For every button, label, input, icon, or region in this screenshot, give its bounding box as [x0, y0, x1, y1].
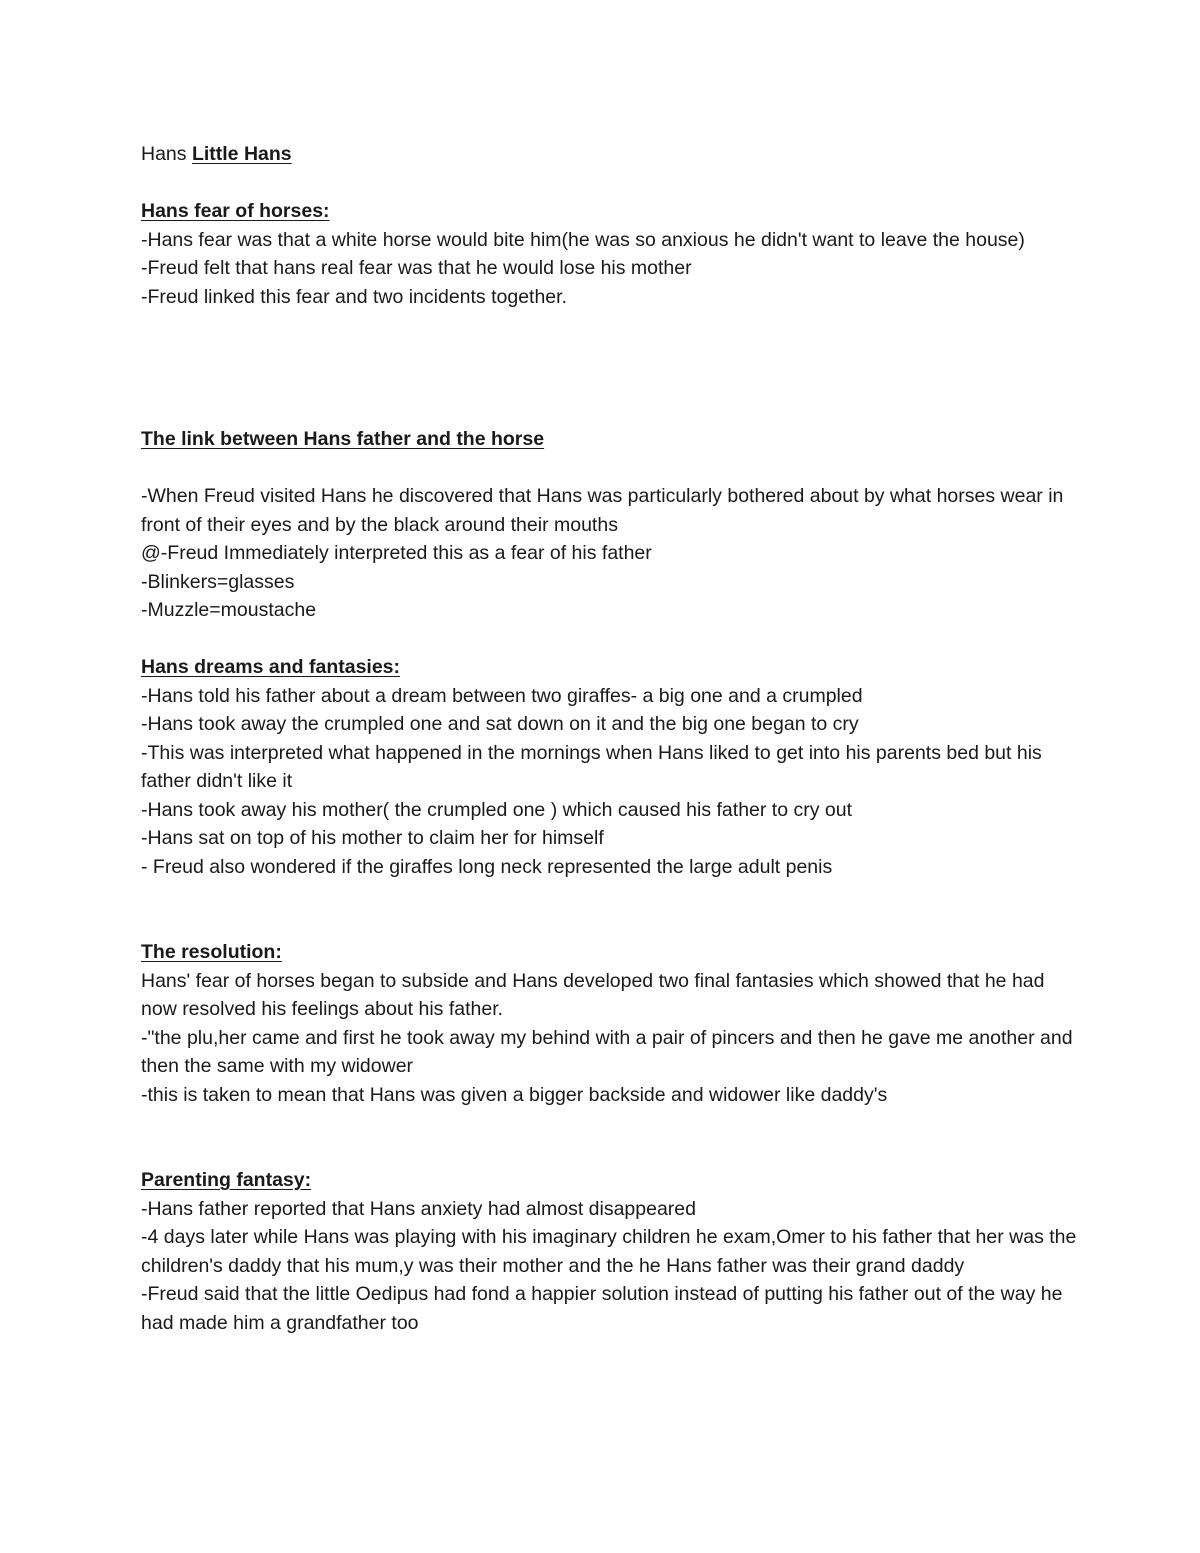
section-line: -Freud linked this fear and two incidents together. [141, 285, 567, 308]
section-heading-father-and-horse: The link between Hans father and the horse [141, 428, 545, 450]
section-line: -"the plu,her came and first he took away my behind with a pair of pincers and then he gave me another and then the same with my widower [141, 1026, 1078, 1077]
section-line: -4 days later while Hans was playing with his imaginary children he exam,Omer to his father that her was the children's daddy that his mum,y was their mother and the he Hans father was their grand daddy [141, 1226, 1082, 1277]
document-title [141, 140, 1081, 169]
section-line: -Freud said that the little Oedipus had fond a happier solution instead of putting his father out of the way he had made him a grandfather too [141, 1283, 1068, 1334]
section-heading-parenting-fantasy: Parenting fantasy: [141, 1169, 312, 1191]
section-heading-fear-of-horses: Hans fear of horses: [141, 200, 330, 222]
section-line: -Hans fear was that a white horse would bite him(he was so anxious he didn't want to leave the house) [141, 228, 1025, 251]
title-prefix: Hans [141, 143, 192, 165]
section-line: -this is taken to mean that Hans was given a bigger backside and widower like daddy's [141, 1083, 888, 1106]
section-line: -Hans father reported that Hans anxiety had almost disappeared [141, 1197, 696, 1220]
section-line: -Muzzle=moustache [141, 599, 317, 621]
section-line: -Hans took away the crumpled one and sat down on it and the big one began to cry [141, 713, 859, 735]
title-bold: Little Hans [191, 143, 292, 165]
section-heading-resolution: The resolution: [141, 941, 282, 963]
section-line: -Hans told his father about a dream between two giraffes- a big one and a crumpled [141, 684, 863, 707]
section-line: -Blinkers=glasses [141, 570, 295, 593]
section-line: - Freud also wondered if the giraffes long neck represented the large adult penis [141, 855, 833, 878]
section-line: @-Freud Immediately interpreted this as a fear of his father [141, 542, 652, 564]
section-heading-dreams-and-fantasies: Hans dreams and fantasies: [141, 656, 401, 678]
section-line: -This was interpreted what happened in the mornings when Hans liked to get into his parents bed but his father didn't like it [141, 741, 1048, 792]
section-line: Hans' fear of horses began to subside and Hans developed two final fantasies which showed that he had now resolved his feelings about his father. [141, 969, 1050, 1020]
section-line: -Freud felt that hans real fear was that he would lose his mother [141, 257, 692, 279]
section-line: -Hans sat on top of his mother to claim her for himself [141, 827, 604, 849]
section-line: -Hans took away his mother( the crumpled one ) which caused his father to cry out [141, 798, 852, 821]
section-line: -When Freud visited Hans he discovered that Hans was particularly bothered about by what horses wear in front of their eyes and by the black around their mouths [141, 485, 1069, 536]
document-page [141, 140, 1081, 1337]
